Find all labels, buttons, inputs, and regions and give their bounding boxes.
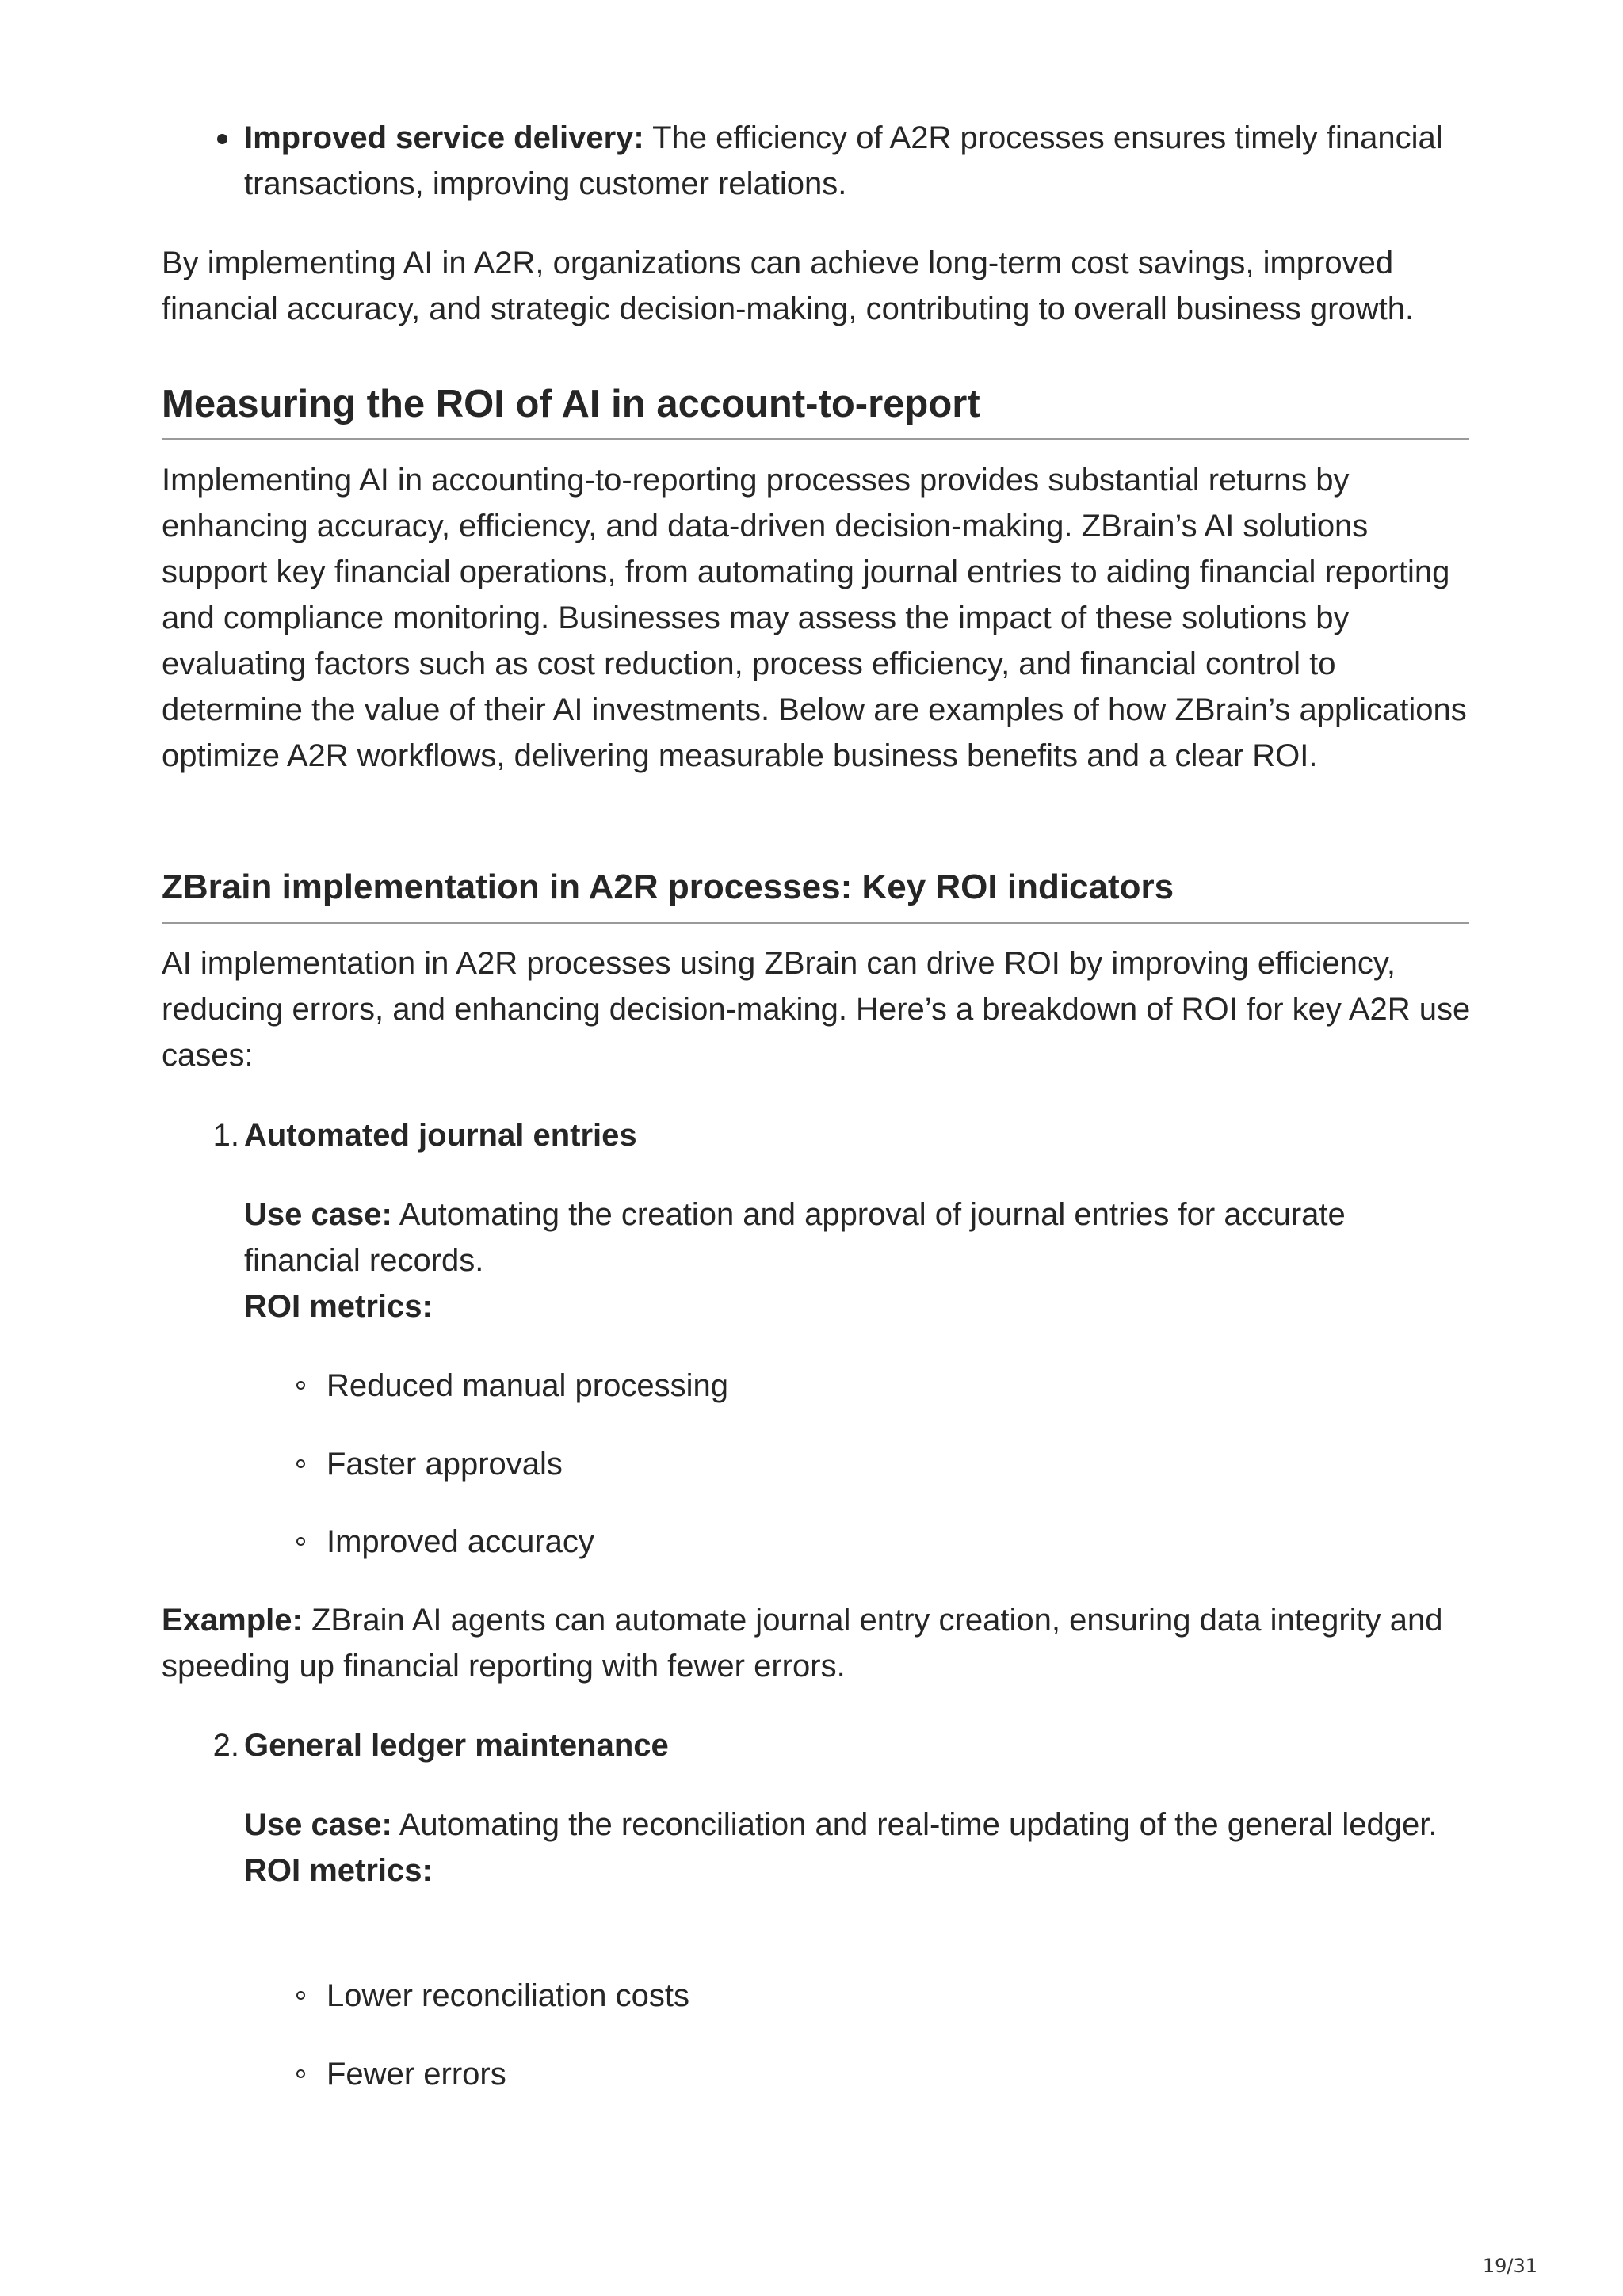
use-case-text: Automating the creation and approval of journal entries for accurate financial records. — [244, 1197, 1346, 1278]
circle-bullet-icon — [296, 2069, 305, 2078]
page-number: 19/31 — [1482, 2255, 1537, 2277]
roi-metrics-label: ROI metrics: — [244, 1289, 433, 1324]
use-case-title: General ledger maintenance — [244, 1728, 669, 1763]
list-item — [327, 2051, 1436, 2097]
use-case-title: Automated journal entries — [244, 1118, 637, 1153]
circle-bullet-icon — [296, 1537, 305, 1546]
use-case-number: 2. — [212, 1728, 239, 1763]
section-paragraph: Implementing AI in accounting-to-reporting processes provides substantial returns by enhancing accuracy, efficiency, and data-driven decision-making. ZBrain’s AI solutions support key financial operations, from automating journal entries to aiding financial reporting and compliance monitoring. Businesses may assess the impact of these solutions by evaluating factors such as cost reduction, process efficiency, and financial control to determine the value of their AI investments. Below are examples of how ZBrain’s applications optimize A2R workflows, delivering measurable business benefits and a clear ROI. — [162, 463, 1467, 773]
metric-text: Improved accuracy — [327, 1524, 594, 1559]
use-case-1-description — [244, 1192, 1465, 1329]
metric-text: Faster approvals — [327, 1447, 563, 1482]
example-label: Example: — [162, 1603, 303, 1638]
bullet-dot — [217, 134, 227, 144]
intro-paragraph: By implementing AI in A2R, organizations can achieve long-term cost savings, improved financial accuracy, and strategic decision-making, contributing to overall business growth. — [162, 246, 1415, 326]
list-item — [327, 1519, 1436, 1565]
list-item — [327, 1363, 1436, 1409]
use-case-label: Use case: — [244, 1807, 392, 1842]
list-item — [327, 1973, 1436, 2019]
use-case-number: 1. — [212, 1118, 239, 1153]
bullet-text: The efficiency of A2R processes ensures timely financial transactions, improving customer relations. — [244, 120, 1443, 201]
subsection-heading-divider — [162, 922, 1469, 924]
metric-text: Reduced manual processing — [327, 1368, 728, 1403]
metric-text: Lower reconciliation costs — [327, 1978, 689, 2013]
example-text: ZBrain AI agents can automate journal entry creation, ensuring data integrity and speeding up financial reporting with fewer errors. — [162, 1603, 1443, 1684]
circle-bullet-icon — [296, 1991, 305, 2000]
list-item — [327, 1441, 1436, 1487]
roi-metrics-label: ROI metrics: — [244, 1853, 433, 1888]
subsection-heading: ZBrain implementation in A2R processes: Key ROI indicators — [162, 868, 1174, 906]
bullet-term: Improved service delivery: — [244, 120, 644, 155]
use-case-label: Use case: — [244, 1197, 392, 1232]
circle-bullet-icon — [296, 1381, 305, 1390]
use-case-text: Automating the reconciliation and real-time updating of the general ledger. — [391, 1807, 1438, 1842]
section-heading: Measuring the ROI of AI in account-to-report — [162, 383, 980, 425]
bullet-item-service-delivery — [244, 115, 1465, 207]
metric-text: Fewer errors — [327, 2057, 506, 2092]
use-case-2-description — [244, 1802, 1465, 1894]
use-case-1-example — [162, 1597, 1469, 1689]
section-heading-divider — [162, 438, 1469, 440]
subsection-paragraph: AI implementation in A2R processes using ZBrain can drive ROI by improving efficiency, reducing errors, and enhancing decision-making. Here’s a breakdown of ROI for key A2R use cases: — [162, 946, 1471, 1073]
use-case-1-title-row — [212, 1112, 1465, 1158]
use-case-2-title-row — [212, 1722, 1465, 1768]
circle-bullet-icon — [296, 1459, 305, 1468]
